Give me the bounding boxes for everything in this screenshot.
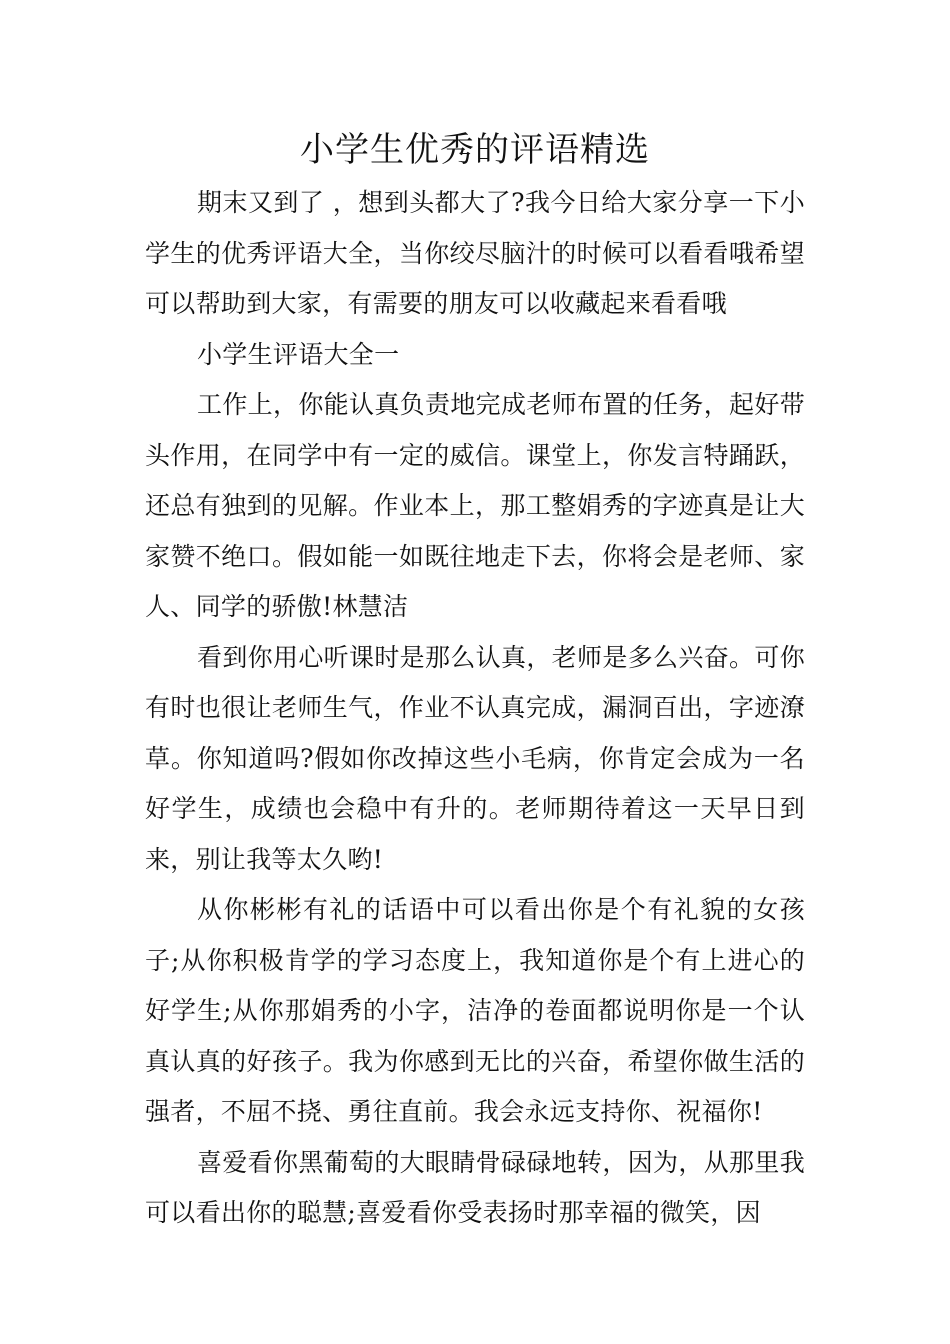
document-title: 小学生优秀的评语精选 (300, 130, 650, 170)
comment-paragraph: 工作上，你能认真负责地完成老师布置的任务，起好带头作用，在同学中有一定的威信。课堂上，你发言特踊跃，还总有独到的见解。作业本上，那工整娟秀的字迹真是让大家赞不绝口。假如能一如既往地走下去，你将会是老师、家人、同学的骄傲!林慧洁 (145, 390, 805, 621)
document-body (145, 178, 805, 1239)
comment-paragraph: 看到你用心听课时是那么认真，老师是多么兴奋。可你有时也很让老师生气，作业不认真完成，漏洞百出，字迹潦草。你知道吗?假如你改掉这些小毛病，你肯定会成为一名好学生，成绩也会稳中有升的。老师期待着这一天早日到来，别让我等太久哟! (145, 642, 805, 874)
comment-paragraph: 喜爱看你黑葡萄的大眼睛骨碌碌地转，因为，从那里我可以看出你的聪慧;喜爱看你受表扬时那幸福的微笑，因 (145, 1147, 805, 1227)
comment-paragraph: 从你彬彬有礼的话语中可以看出你是个有礼貌的女孩子;从你积极肯学的学习态度上，我知道你是个有上进心的好学生;从你那娟秀的小字，洁净的卷面都说明你是一个认真认真的好孩子。我为你感到无比的兴奋，希望你做生活的强者，不屈不挠、勇往直前。我会永远支持你、祝福你! (145, 895, 805, 1126)
section-heading: 小学生评语大全一 (197, 339, 400, 369)
intro-paragraph: 期末又到了 ，想到头都大了?我今日给大家分享一下小学生的优秀评语大全，当你绞尽脑汁的时候可以看看哦希望可以帮助到大家，有需要的朋友可以收藏起来看看哦 (145, 188, 805, 318)
